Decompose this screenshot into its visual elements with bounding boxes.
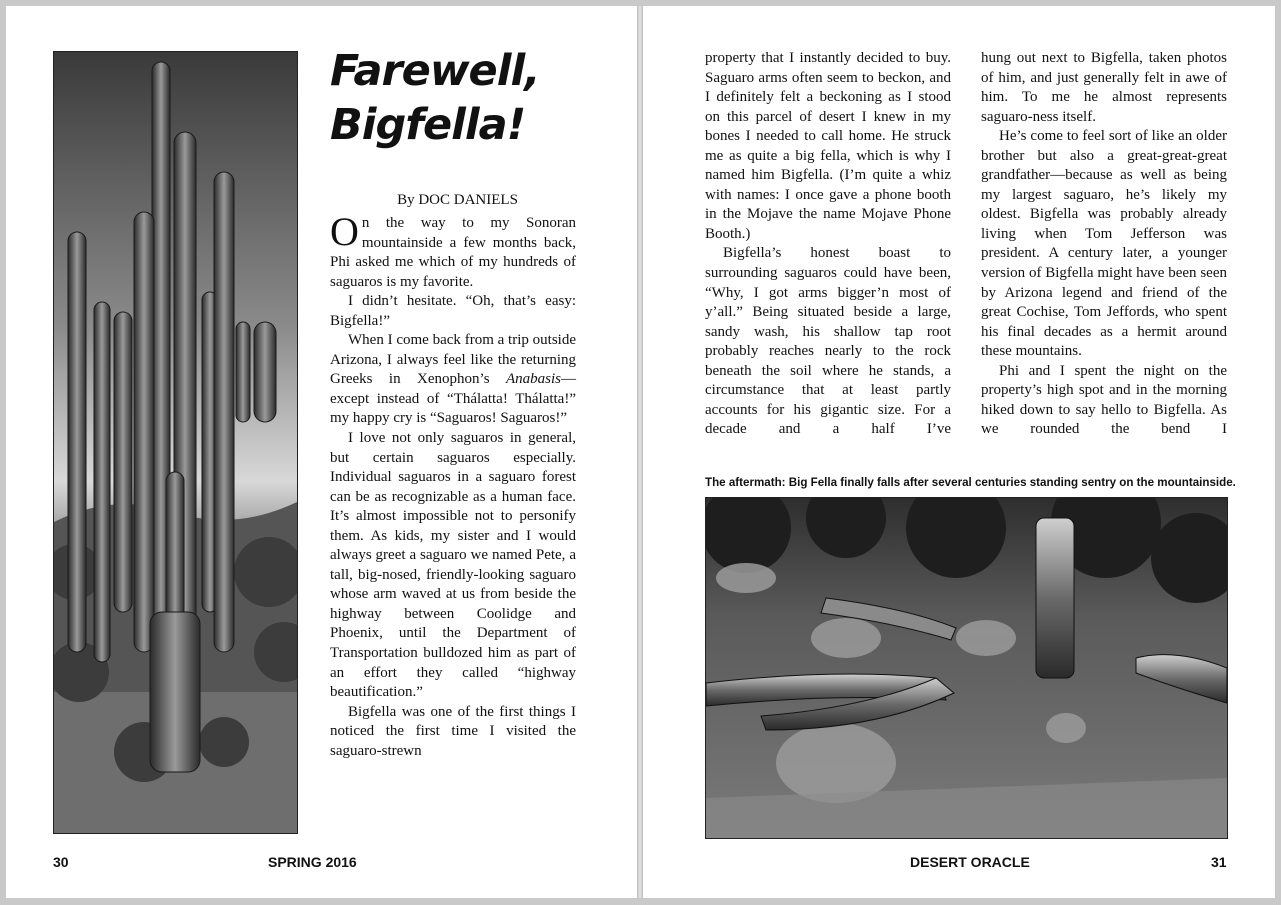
paragraph: hung out next to Bigfella, taken photos of him, and just generally felt in awe of him. To me he almost represents saguaro-ness itself. (981, 50, 1227, 125)
paragraph: Bigfella’s honest boast to surrounding saguaros could have been, “Why, I got arms bigger’n most of y’all.” Being situated beside a large, sandy wash, his shallow tap root probably reaches nearly to the rock beneath the soil where he stands, a circumstance that at least partly accounts for his gigantic size. For a decade and a half I’ve (705, 245, 951, 438)
paragraph: Phi and I spent the night on the property’s high spot and in the morning hiked down to say hello to Bigfella. As we rounded the bend I (981, 362, 1227, 438)
saguaro-illustration (54, 52, 297, 833)
right-text-column-2 (981, 49, 1227, 440)
article-title (330, 44, 585, 152)
drop-cap: O (330, 209, 359, 254)
paragraph-text: When I come back from a trip outside Arizona, I always feel like the returning Greeks in Xenophon’s (330, 332, 576, 388)
saguaro-photo (53, 51, 298, 834)
fallen-saguaro-illustration (706, 498, 1227, 838)
byline: By DOC DANIELS (397, 192, 518, 208)
magazine-name: DESERT ORACLE (910, 854, 1030, 870)
page-number-right: 31 (1211, 854, 1227, 870)
left-text-column (330, 209, 576, 761)
paragraph: property that I instantly decided to buy. Saguaro arms often seem to beckon, and I definitely felt a beckoning as I stood on this parcel of desert I knew in my bones I needed to call home. He struck me as quite a big fella, which is why I named him Bigfella. (I’m quite a whiz with names: I once gave a phone booth in the Mojave the name Mojave Phone Booth.) (705, 50, 951, 242)
paragraph: Bigfella was one of the first things I noticed the first time I visited the saguaro-strewn (330, 703, 576, 759)
right-text-column-1 (705, 49, 951, 440)
right-page (643, 6, 1275, 898)
issue-label: SPRING 2016 (268, 854, 357, 870)
paragraph: I love not only saguaros in general, but certain saguaros especially. Individual saguaros in a saguaro forest can be as recognizable as a human face. It’s almost impossible not to personify them. As kids, my sister and I would always greet a saguaro we named Pete, a tall, big-nosed, friendly-looking saguaro whose arm waved at us from beside the highway between Coolidge and Phoenix, until the Department of Transportation bulldozed him as part of an effort they called “highway beautification.” (330, 430, 576, 701)
page-number-left: 30 (53, 854, 69, 870)
title-line-2: Bigfella! (330, 100, 526, 150)
title-line-1: Farewell, (330, 46, 540, 96)
paragraph (330, 331, 576, 429)
book-title: Anabasis (505, 371, 561, 388)
fallen-saguaro-photo (705, 497, 1228, 839)
paragraph: I didn’t hesitate. “Oh, that’s easy: Bigfella!” (330, 293, 576, 329)
left-page (6, 6, 637, 898)
paragraph-text: n the way to my Sonoran mountainside a few months back, Phi asked me which of my hundreds of saguaros is my favorite. (330, 215, 576, 290)
paragraph (330, 209, 576, 292)
photo-caption: The aftermath: Big Fella finally falls after several centuries standing sentry on the mountainside. (705, 476, 1236, 489)
paragraph-text: —except instead of “Thálatta! Thálatta!” my happy cry is “Saguaros! Saguaros!” (330, 371, 576, 427)
paragraph: He’s come to feel sort of like an older brother but also a great-great-great grandfather—because as well as being my largest saguaro, he’s likely my oldest. Bigfella was probably already living when Tom Jefferson was president. A century later, a younger version of Bigfella might have been seen by Arizona legend and friend of the great Cochise, Tom Jeffords, who spent his final decades as a hermit around these mountains. (981, 128, 1227, 360)
